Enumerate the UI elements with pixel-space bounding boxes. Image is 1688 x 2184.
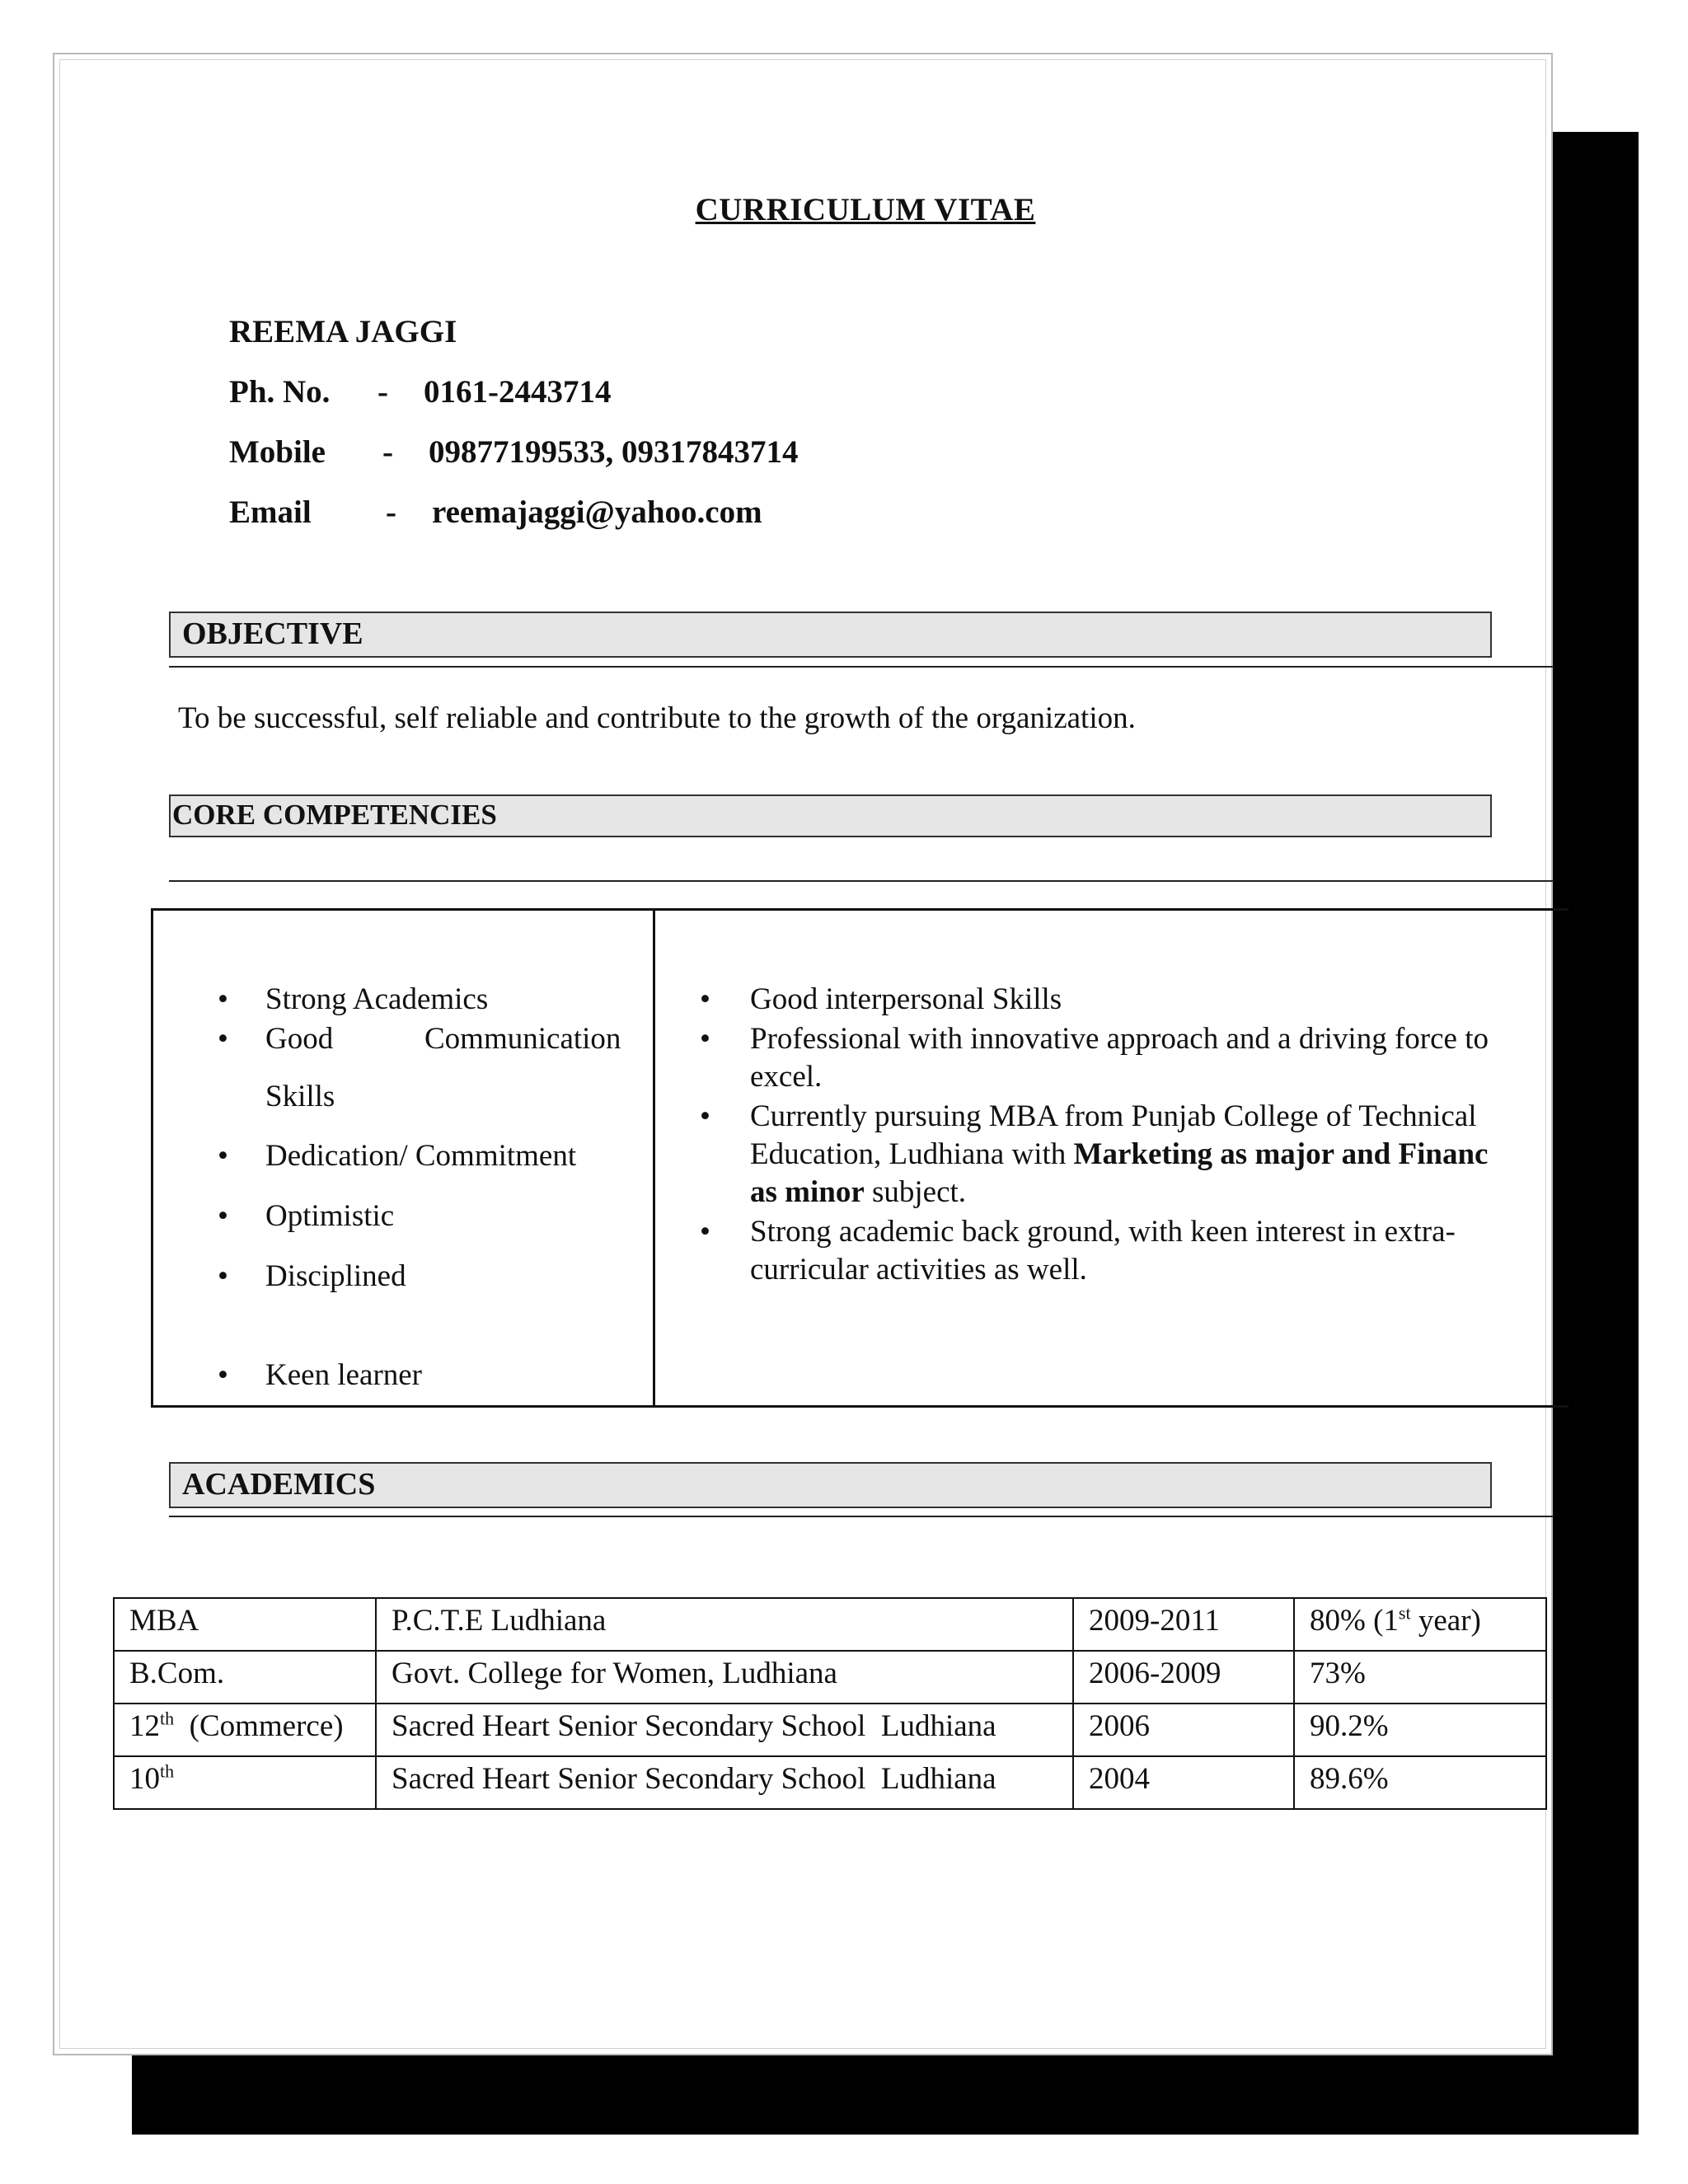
list-item: • Professional with innovative approach and a driving force to excel. <box>700 1022 1489 1094</box>
degree-cell: 10th <box>114 1756 376 1809</box>
institute-cell: P.C.T.E Ludhiana <box>376 1598 1073 1651</box>
objective-heading: OBJECTIVE <box>169 612 1492 658</box>
document-title: CURRICULUM VITAE <box>695 192 1036 227</box>
list-item-continuation: Skills <box>265 1080 335 1113</box>
list-item: • Good Communication <box>218 1022 621 1056</box>
list-item: • Optimistic <box>218 1199 395 1233</box>
score-cell: 90.2% <box>1294 1704 1546 1756</box>
list-item: • Strong Academics <box>218 982 489 1016</box>
institute-cell: Sacred Heart Senior Secondary School Ludhiana <box>376 1704 1073 1756</box>
list-item: • Disciplined <box>218 1259 406 1293</box>
table-row <box>114 1598 1546 1651</box>
table-row <box>114 1756 1546 1809</box>
score-cell: 89.6% <box>1294 1756 1546 1809</box>
objective-text: To be successful, self reliable and contribute to the growth of the organization. <box>178 701 1136 735</box>
score-cell: 80% (1st year) <box>1294 1598 1546 1651</box>
list-item: • Strong academic back ground, with keen interest in extra- curricular activities as well. <box>700 1215 1456 1286</box>
year-cell: 2004 <box>1073 1756 1294 1809</box>
score-cell: 73% <box>1294 1651 1546 1704</box>
list-item: • Good interpersonal Skills <box>700 982 1062 1016</box>
academics-heading: ACADEMICS <box>169 1462 1492 1508</box>
list-item: • Currently pursuing MBA from Punjab College of Technical Education, Ludhiana with Marketing as major and Financ as minor subject. <box>700 1099 1489 1209</box>
academics-table <box>113 1597 1547 1810</box>
competencies-divider <box>653 908 655 1408</box>
year-cell: 2009-2011 <box>1073 1598 1294 1651</box>
competencies-rule <box>169 880 1554 882</box>
table-row <box>114 1704 1546 1756</box>
institute-cell: Govt. College for Women, Ludhiana <box>376 1651 1073 1704</box>
objective-rule <box>169 666 1554 668</box>
competencies-heading: CORE COMPETENCIES <box>169 794 1492 837</box>
list-item: • Dedication/ Commitment <box>218 1139 577 1173</box>
degree-cell: B.Com. <box>114 1651 376 1704</box>
table-row <box>114 1651 1546 1704</box>
degree-cell: MBA <box>114 1598 376 1651</box>
degree-cell: 12th (Commerce) <box>114 1704 376 1756</box>
year-cell: 2006 <box>1073 1704 1294 1756</box>
institute-cell: Sacred Heart Senior Secondary School Ludhiana <box>376 1756 1073 1809</box>
academics-rule <box>169 1516 1554 1517</box>
list-item: • Keen learner <box>218 1358 423 1392</box>
year-cell: 2006-2009 <box>1073 1651 1294 1704</box>
page-shadow-bottom <box>132 2052 1639 2135</box>
